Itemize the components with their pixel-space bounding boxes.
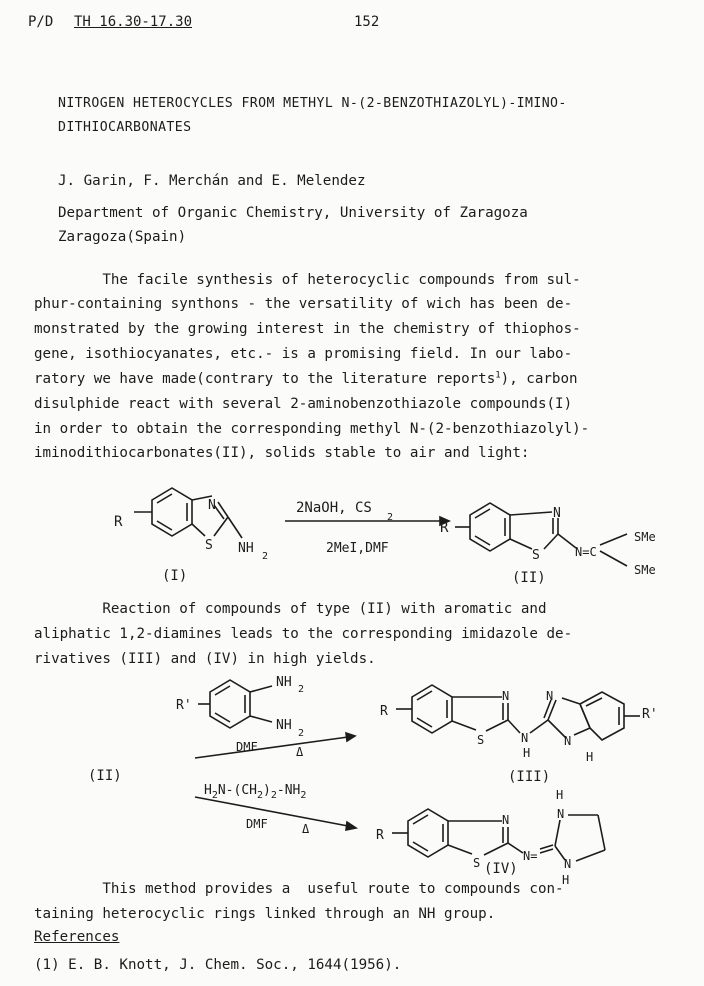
reaction-arrow: [195, 737, 348, 758]
heat-symbol: Δ: [302, 822, 310, 836]
paragraph1-line: iminodithiocarbonates(II), solids stable to air and light:: [34, 445, 530, 461]
paper-title-line1: NITROGEN HETEROCYCLES FROM METHYL N-(2-BENZOTHIAZOLYL)-IMINO-: [58, 96, 567, 111]
paragraph1-line: phur-containing synthons - the versatility of wich has been de-: [34, 296, 573, 312]
affiliation-line1: Department of Organic Chemistry, University of Zaragoza: [58, 205, 528, 221]
amino-group: NH: [276, 675, 292, 690]
benzene-ring: [412, 685, 452, 733]
reagent-naoh-cs2: 2NaOH, CS: [296, 500, 372, 516]
paragraph3-line: This method provides a useful route to compounds con-: [34, 881, 564, 897]
imino-carbon: N=C: [575, 545, 597, 559]
citation-superscript: 1: [495, 370, 501, 381]
ring-nitrogen: N: [208, 498, 216, 513]
subscript: 2: [211, 790, 218, 801]
paragraph1-line: The facile synthesis of heterocyclic compounds from sul-: [34, 272, 581, 288]
reagent-ethylenediamine: [204, 783, 306, 801]
subscript: 2: [387, 512, 394, 523]
substituent-R: R: [376, 828, 384, 843]
paragraph1-line5-text: ratory we have made(contrary to the literature reports: [34, 371, 496, 387]
amino-group: NH: [238, 541, 254, 556]
subscript: 2: [257, 790, 264, 801]
page-number: 152: [354, 14, 380, 30]
references-heading: References: [34, 929, 120, 945]
imidazole-hydrogen: H: [586, 750, 594, 764]
paragraph2-line: aliphatic 1,2-diamines leads to the corresponding imidazole de-: [34, 626, 573, 642]
subscript: 2: [262, 551, 269, 562]
session-code: P/D: [28, 14, 54, 30]
authors: J. Garin, F. Merchán and E. Melendez: [58, 173, 366, 189]
ring-sulfur: S: [477, 733, 485, 747]
affiliation-line2: Zaragoza(Spain): [58, 229, 187, 245]
paragraph1-line5-tail: ), carbon: [500, 371, 578, 387]
reagent-part: -NH: [276, 783, 301, 798]
imidazoline-hydrogen: H: [556, 788, 564, 802]
subscript: 2: [300, 790, 307, 801]
substituent-Rprime: R': [642, 707, 658, 722]
ring-sulfur: S: [473, 856, 481, 870]
imidazole-nitrogen: N: [564, 734, 572, 748]
substituent-R: R: [114, 514, 123, 530]
subscript: 2: [298, 728, 305, 739]
ring-nitrogen: N: [553, 506, 561, 521]
paragraph1-line: in order to obtain the corresponding methyl N-(2-benzothiazolyl)-: [34, 421, 590, 437]
paragraph1-line: gene, isothiocyanates, etc.- is a promising field. In our labo-: [34, 346, 573, 362]
imidazole-nitrogen: N: [546, 689, 554, 703]
solvent-dmf: DMF: [236, 740, 258, 754]
linker-hydrogen: H: [523, 746, 531, 760]
subscript: 2: [270, 790, 277, 801]
paragraph1-line: disulphide react with several 2-aminobenzothiazole compounds(I): [34, 396, 573, 412]
substituent-R: R: [440, 520, 449, 536]
ring-sulfur: S: [532, 548, 540, 563]
session-time: TH 16.30-17.30: [74, 14, 193, 30]
benzene-ring: [408, 809, 448, 857]
reaction-arrow: [195, 797, 348, 826]
linker-nitrogen: N: [521, 731, 529, 745]
imidazoline-hydrogen: H: [562, 873, 570, 887]
paper-title-line2: DITHIOCARBONATES: [58, 120, 192, 135]
imino-nitrogen: N=: [523, 849, 538, 863]
reference-item: (1) E. B. Knott, J. Chem. Soc., 1644(1956).: [34, 957, 402, 973]
substituent-R: R: [380, 704, 388, 719]
paragraph2-line: rivatives (III) and (IV) in high yields.: [34, 651, 376, 667]
compound-label-II: (II): [512, 570, 546, 586]
imidazoline-nitrogen: N: [564, 857, 572, 871]
methylthio-group: SMe: [634, 530, 656, 544]
compound-label-IV: (IV): [484, 861, 518, 877]
paragraph2-line: Reaction of compounds of type (II) with aromatic and: [34, 601, 547, 617]
ring-nitrogen: N: [502, 813, 510, 827]
benzene-ring: [210, 680, 250, 728]
reagent-part: ): [263, 783, 271, 798]
methylthio-group: SMe: [634, 563, 656, 577]
ring-sulfur: S: [205, 538, 213, 553]
subscript: 2: [298, 684, 305, 695]
solvent-dmf: DMF: [246, 817, 268, 831]
reagent-part: H: [204, 783, 212, 798]
heat-symbol: Δ: [296, 745, 304, 759]
compound-label-II: (II): [88, 768, 122, 784]
compound-label-III: (III): [508, 769, 551, 785]
compound-label-I: (I): [162, 568, 188, 584]
substituent-Rprime: R': [176, 698, 192, 713]
paragraph3-line: taining heterocyclic rings linked through an NH group.: [34, 906, 496, 922]
imidazoline-nitrogen: N: [557, 807, 565, 821]
ring-nitrogen: N: [502, 689, 510, 703]
reagent-part: N-(CH: [217, 783, 257, 798]
amino-group: NH: [276, 718, 292, 733]
benzene-ring: [580, 692, 624, 740]
paragraph1-line: monstrated by the growing interest in the chemistry of thiophos-: [34, 321, 581, 337]
reagent-mei-dmf: 2MeI,DMF: [326, 541, 389, 556]
